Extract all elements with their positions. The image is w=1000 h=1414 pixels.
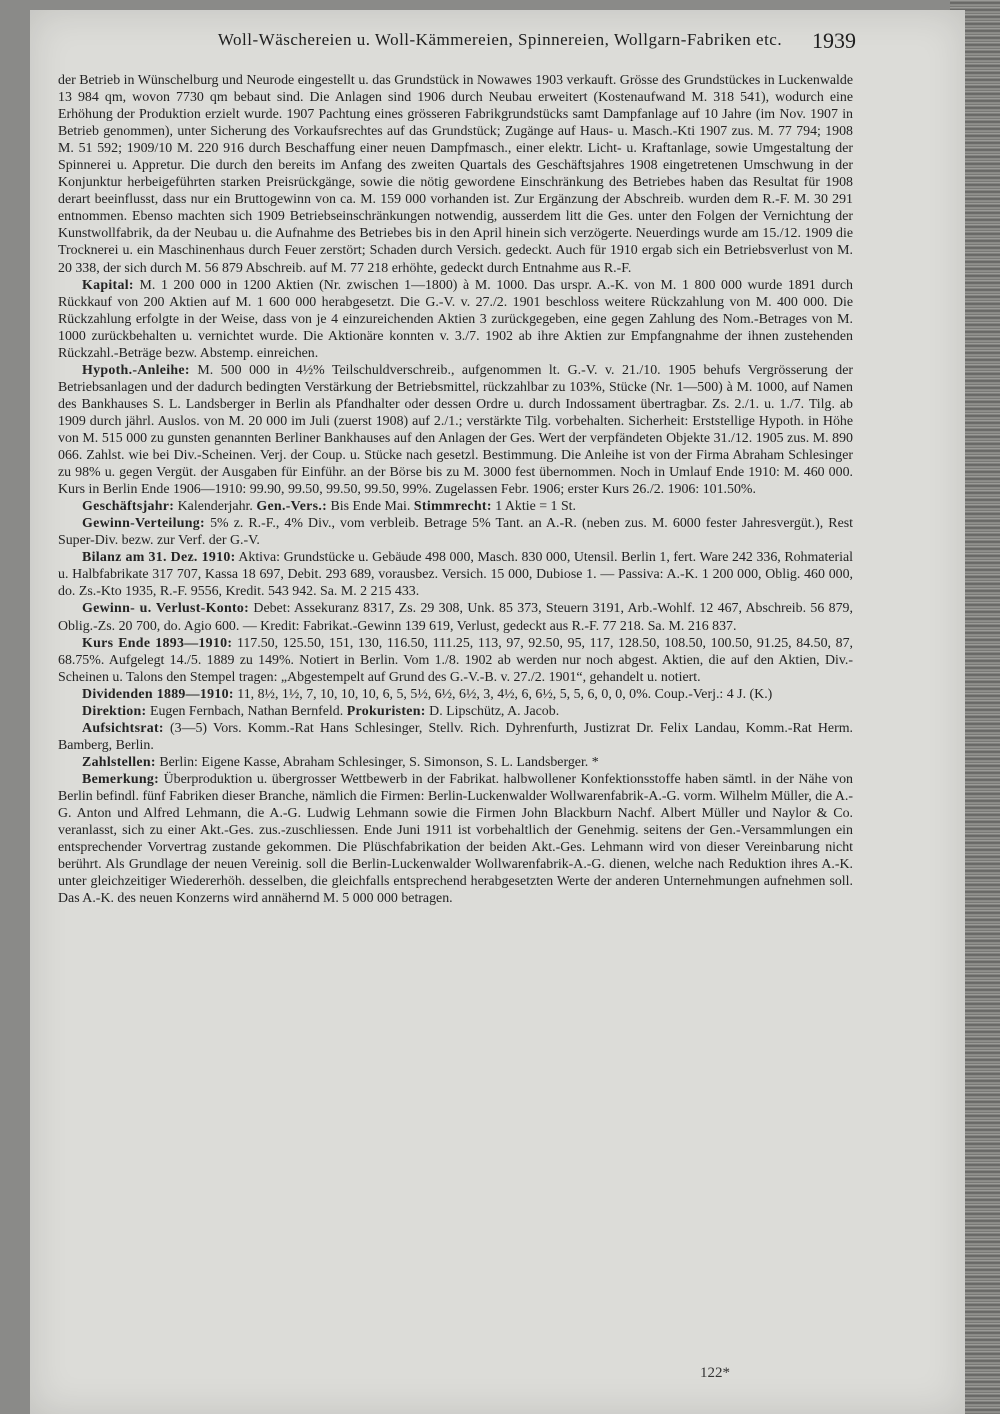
section-label: Gen.-Vers.: <box>256 499 328 515</box>
section-label: Gewinn- u. Verlust-Konto: <box>82 601 250 617</box>
signature-mark: 122* <box>700 1365 730 1381</box>
section-text: 117.50, 125.50, 151, 130, 116.50, 111.25, 113, 97, 92.50, 95, 117, 128.50, 108.50, 100.50, 91.25, 84.50, 87, 68.75%. Aufgelegt 14./5. 1889 zu 149%. Notiert in Berlin. Vom 1./8. 1902 ab werden nur noch abgest. Aktien, die auf den Aktien, Div.-Scheinen u. Talons den Stempel tragen: „Abgestempelt auf Grund des G.-V.-B. v. 27./2. 1901“, gehandelt u. notiert. <box>58 635 853 685</box>
section-text: 1 Aktie = 1 St. <box>495 499 577 515</box>
section-label: Dividenden 1889—1910: <box>82 686 234 702</box>
section-label: Prokuristen: <box>346 703 426 719</box>
section-text: 5% z. R.-F., 4% Div., vom verbleib. Betrage 5% Tant. an A.-R. (neben zus. M. 6000 fester Jahresvergüt.), Rest Super-Div. bezw. zur Verf. der G.-V. <box>58 516 853 549</box>
page-number: 1939 <box>812 28 856 53</box>
section-label: Aufsichtsrat: <box>82 720 164 736</box>
section-aufsichtsrat <box>58 720 853 754</box>
section-kurs <box>58 635 853 686</box>
section-label: Gewinn-Verteilung: <box>82 516 205 532</box>
section-text: D. Lipschütz, A. Jacob. <box>429 703 560 719</box>
intro-paragraph: der Betrieb in Wünschelburg und Neurode eingestellt u. das Grundstück in Nowawes 1903 verkauft. Grösse des Grundstückes in Luckenwalde 13 984 qm, wovon 7730 qm bebaut sind. Die Anlagen sind 1906 durch Neubau erweitert (Kostenaufwand M. 318 541), wodurch eine Erhöhung der Produktion erzielt wurde. 1907 Pachtung eines grösseren Fabrikgrundstücks samt Dampfanlage auf 10 Jahre (im Nov. 1907 in Betrieb genommen), unter Sicherung des Vorkaufsrechtes auf das Grundstück; Zugänge auf Haus- u. Masch.-Kti 1907 zus. M. 77 794; 1908 M. 51 592; 1909/10 M. 220 916 durch Beschaffung einer neuen Dampfmasch., einer elektr. Licht- u. Kraftanlage, sowie Umgestaltung der Spinnerei u. Appretur. Die durch den bereits im Anfang des zweiten Quartals des Geschäftsjahres 1908 eingetretenen Umschwung in der Konjunktur herbeigeführten starken Preisrückgänge, sowie die nötig gewordene Einschränkung des Betriebes haben das Resultat für 1908 derart beeinflusst, dass nur ein Bruttogewinn von ca. M. 159 000 vorhanden ist. Zur Ergänzung der Abschreib. wurden dem R.-F. M. 30 291 entnommen. Ebenso machten sich 1909 Betriebseinschränkungen notwendig, ausserdem litt die Ges. unter den Folgen der Vernichtung der Kunstwollfabrik, da der Neubau u. die Aufnahme des Betriebes bis in den April hinein sich verzögerte. Neuerdings wurde am 15./12. 1909 die Trocknerei u. ein Maschinenhaus durch Feuer zerstört; Schaden durch Versich. gedeckt. Auch für 1910 ergab sich ein Betriebsverlust von M. 20 338, der sich durch M. 56 879 Abschreib. auf M. 77 218 erhöhte, gedeckt durch Entnahme aus R.-F. <box>58 73 853 276</box>
section-label: Hypoth.-Anleihe: <box>82 362 190 378</box>
section-text: Kalenderjahr. <box>177 499 253 515</box>
section-gewinn-verteilung <box>58 515 853 549</box>
section-geschaeftsjahr <box>58 498 853 515</box>
section-bemerkung <box>58 771 853 907</box>
section-text: (3—5) Vors. Komm.-Rat Hans Schlesinger, Stellv. Rich. Dyhrenfurth, Justizrat Dr. Felix Landau, Komm.-Rat Herm. Bamberg, Berlin. <box>58 720 853 753</box>
section-text: M. 1 200 000 in 1200 Aktien (Nr. zwischen 1—1800) à M. 1000. Das urspr. A.-K. von M. 1 800 000 wurde 1891 durch Rückkauf von 200 Aktien auf M. 1 600 000 herabgesetzt. Die G.-V. v. 27./2. 1901 beschloss weitere Rückzahlung von M. 400 000. Die Rückzahlung erfolgte in der Weise, dass von je 4 einzureichenden Aktien 3 zurückgegeben, eine gegen Zahlung des Nom.-Betrages von M. 1000 zurückbehalten u. vernichtet wurde. Die Aktionäre konnten v. 3./7. 1902 ab ihre Aktien zur Empfangnahme der ihnen zustehenden Rückzahl.-Beträge bezw. Abstemp. einreichen. <box>58 277 853 361</box>
section-label: Stimmrecht: <box>413 499 492 515</box>
section-label: Geschäftsjahr: <box>82 499 175 515</box>
section-text: Debet: Assekuranz 8317, Zs. 29 308, Unk. 85 373, Steuern 3191, Arb.-Wohlf. 12 467, Abschreib. 56 879, Oblig.-Zs. 20 700, do. Agio 600. — Kredit: Fabrikat.-Gewinn 139 619, Verlust, gedeckt aus R.-F. 77 218. Sa. M. 216 837. <box>58 601 853 634</box>
section-text: Bis Ende Mai. <box>330 499 411 515</box>
section-label: Kapital: <box>82 277 134 293</box>
section-text: Eugen Fernbach, Nathan Bernfeld. <box>149 703 344 719</box>
section-hypoth-anleihe <box>58 362 853 498</box>
section-direktion <box>58 703 853 720</box>
section-label: Direktion: <box>82 703 147 719</box>
section-label: Bilanz am 31. Dez. 1910: <box>82 550 236 566</box>
section-kapital <box>58 277 853 362</box>
section-text: M. 500 000 in 4½% Teilschuldverschreib., aufgenommen lt. G.-V. v. 21./10. 1905 behufs Vergrösserung der Betriebsanlagen und der dadurch bedingten Verstärkung der Betriebsmittel, rückzahlbar zu 103%, Stücke (Nr. 1—500) à M. 1000, auf Namen des Bankhauses S. L. Landsberger in Berlin als Pfandhalter oder dessen Ordre u. durch Indossament übertragbar. Zs. 2./1. u. 1./7. Tilg. ab 1909 durch jährl. Auslos. von M. 20 000 im Juli (zuerst 1908) auf 2./1.; verstärkte Tilg. vorbehalten. Sicherheit: Erststellige Hypoth. in Höhe von M. 515 000 zu gunsten genannten Berliner Bankhauses auf den Anlagen der Ges. Wert der verpfändeten Objekte 31./12. 1905 zus. M. 890 066. Zahlst. wie bei Div.-Scheinen. Verj. der Coup. u. Stücke nach gesetzl. Bestimmung. Die Anleihe ist von der Firma Abraham Schlesinger zu 98% u. gegen Vergüt. der Ausgaben für Einführ. an der Börse bis zu M. 3000 fest übernommen. Noch in Umlauf Ende 1910: M. 460 000. Kurs in Berlin Ende 1906—1910: 99.90, 99.50, 99.50, 99.50, 99%. Zugelassen Febr. 1906; erster Kurs 26./2. 1906: 101.50%. <box>58 362 853 498</box>
section-text: Berlin: Eigene Kasse, Abraham Schlesinger, S. Simonson, S. L. Landsberger. * <box>159 754 599 770</box>
running-header: Woll-Wäschereien u. Woll-Kämmereien, Spinnereien, Wollgarn-Fabriken etc. <box>217 30 783 49</box>
section-label: Kurs Ende 1893—1910: <box>82 635 233 651</box>
section-bilanz <box>58 549 853 600</box>
section-text: Überproduktion u. übergrosser Wettbewerb in der Fabrikat. halbwollener Konfektionsstoffe haben sämtl. in der Nähe von Berlin befindl. fünf Fabriken dieser Branche, nämlich die Firmen: Berlin-Luckenwalder Wollwarenfabrik-A.-G. vorm. Wilhelm Müller, die A.-G. Anton und Alfred Lehmann, die A.-G. Ludwig Lehmann sowie die Firmen John Blackburn Nachf. Albert Müller und Naylor & Co. veranlasst, sich zu einer Akt.-Ges. zus.-zuschliessen. Ende Juni 1911 ist vorbehaltlich der Genehmig. seitens der Gen.-Versammlungen ein entsprechender Vorvertrag zustande gekommen. Die Plüschfabrikation der beiden Akt.-Ges. Lehmann wird von dieser Vereinbarung nicht berührt. Als Grundlage der neuen Vereinig. soll die Berlin-Luckenwalder Wollwarenfabrik-A.-G. dienen, welche nach Reduktion ihres A.-K. unter gleichzeitiger Wiedererhöh. desselben, die gleichfalls entsprechend herabgesetzten Werte der anderen Unternehmungen aufnehmen soll. Das A.-K. des neuen Konzerns wird annähernd M. 5 000 000 betragen. <box>58 771 853 907</box>
section-gewinn-verlust <box>58 600 853 634</box>
section-text: 11, 8½, 1½, 7, 10, 10, 10, 6, 5, 5½, 6½, 6½, 3, 4½, 6, 6½, 5, 5, 6, 0, 0, 0%. Coup.-Verj.: 4 J. (K.) <box>237 686 773 702</box>
section-zahlstellen <box>58 754 853 771</box>
section-label: Bemerkung: <box>82 771 160 787</box>
section-label: Zahlstellen: <box>82 754 156 770</box>
section-dividenden <box>58 686 853 703</box>
section-text: Aktiva: Grundstücke u. Gebäude 498 000, Masch. 830 000, Utensil. Berlin 1, fert. Ware 242 336, Rohmaterial u. Halbfabrikate 317 707, Kassa 18 697, Debit. 293 689, vorausbez. Versich. 15 000, Dubiose 1. — Passiva: A.-K. 1 200 000, Oblig. 460 000, do. Zs.-Kto 1935, R.-F. 9556, Kredit. 543 942. Sa. M. 2 215 433. <box>58 550 853 600</box>
document-body <box>58 72 853 907</box>
